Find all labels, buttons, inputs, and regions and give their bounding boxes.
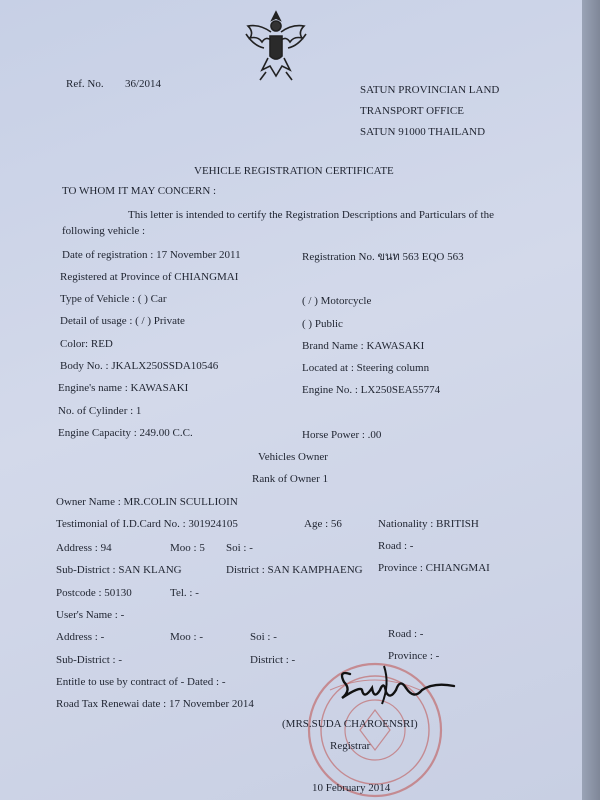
user-moo: Moo : - (170, 631, 203, 643)
garuda-emblem-icon (240, 6, 312, 84)
vehicle-type-motorcycle: ( / ) Motorcycle (302, 295, 372, 307)
user-subdistrict: Sub-District : - (56, 654, 122, 666)
signature-icon (330, 660, 460, 710)
ref-label: Ref. No. (66, 78, 104, 90)
cylinder-count: No. of Cylinder : 1 (58, 405, 142, 417)
usage-public: ( ) Public (302, 318, 343, 330)
signatory-title: Registrar (330, 740, 371, 752)
contract-line: Entitle to use by contract of - Dated : - (56, 676, 226, 688)
owner-heading: Vehicles Owner (258, 451, 328, 463)
road-tax-renewal: Road Tax Renewai date : 17 November 2014 (56, 698, 254, 710)
owner-rank: Rank of Owner 1 (252, 473, 329, 485)
owner-tel: Tel. : - (170, 587, 199, 599)
intro-line-2: following vehicle : (62, 225, 146, 237)
document-title: VEHICLE REGISTRATION CERTIFICATE (194, 165, 394, 177)
paper-edge-shadow (582, 0, 600, 800)
owner-subdistrict: Sub-District : SAN KLANG (56, 564, 182, 576)
usage-private: Detail of usage : ( / ) Private (60, 315, 185, 327)
registered-province: Registered at Province of CHIANGMAI (60, 271, 239, 283)
date-of-registration: Date of registration : 17 November 2011 (62, 249, 241, 261)
signature-date: 10 February 2014 (312, 782, 391, 794)
owner-age: Age : 56 (304, 518, 342, 530)
vehicle-type-car: Type of Vehicle : ( ) Car (60, 293, 167, 305)
located-at: Located at : Steering column (302, 362, 430, 374)
owner-district: District : SAN KAMPHAENG (226, 564, 363, 576)
owner-soi: Soi : - (226, 542, 253, 554)
owner-nationality: Nationality : BRITISH (378, 518, 479, 530)
office-line-1: SATUN PROVINCIAN LAND (360, 84, 500, 96)
ref-value: 36/2014 (125, 78, 162, 90)
office-line-3: SATUN 91000 THAILAND (360, 126, 486, 138)
registration-no: Registration No. ขนท 563 EQO 563 (302, 251, 464, 263)
engine-capacity: Engine Capacity : 249.00 C.C. (58, 427, 193, 439)
body-no: Body No. : JKALX250SSDA10546 (60, 360, 219, 372)
horse-power: Horse Power : .00 (302, 429, 382, 441)
owner-id-card: Testimonial of I.D.Card No. : 301924105 (56, 518, 238, 530)
user-road: Road : - (388, 628, 424, 640)
engine-name: Engine's name : KAWASAKI (58, 382, 189, 394)
brand-name: Brand Name : KAWASAKI (302, 340, 425, 352)
greeting: TO WHOM IT MAY CONCERN : (62, 185, 217, 197)
user-soi: Soi : - (250, 631, 277, 643)
user-address: Address : - (56, 631, 105, 643)
owner-province: Province : CHIANGMAI (378, 562, 490, 574)
owner-postcode: Postcode : 50130 (56, 587, 132, 599)
office-line-2: TRANSPORT OFFICE (360, 105, 464, 117)
signatory-name: (MRS.SUDA CHAROENSRI) (282, 718, 418, 730)
user-name: User's Name : - (56, 609, 125, 621)
vehicle-color: Color: RED (60, 338, 113, 350)
user-district: District : - (250, 654, 296, 666)
owner-road: Road : - (378, 540, 414, 552)
engine-no: Engine No. : LX250SEA55774 (302, 384, 441, 396)
user-province: Province : - (388, 650, 440, 662)
owner-address: Address : 94 (56, 542, 112, 554)
intro-line-1: This letter is intended to certify the Registration Descriptions and Particulars of the (128, 209, 494, 221)
owner-moo: Moo : 5 (170, 542, 205, 554)
owner-name: Owner Name : MR.COLIN SCULLIOIN (56, 496, 238, 508)
